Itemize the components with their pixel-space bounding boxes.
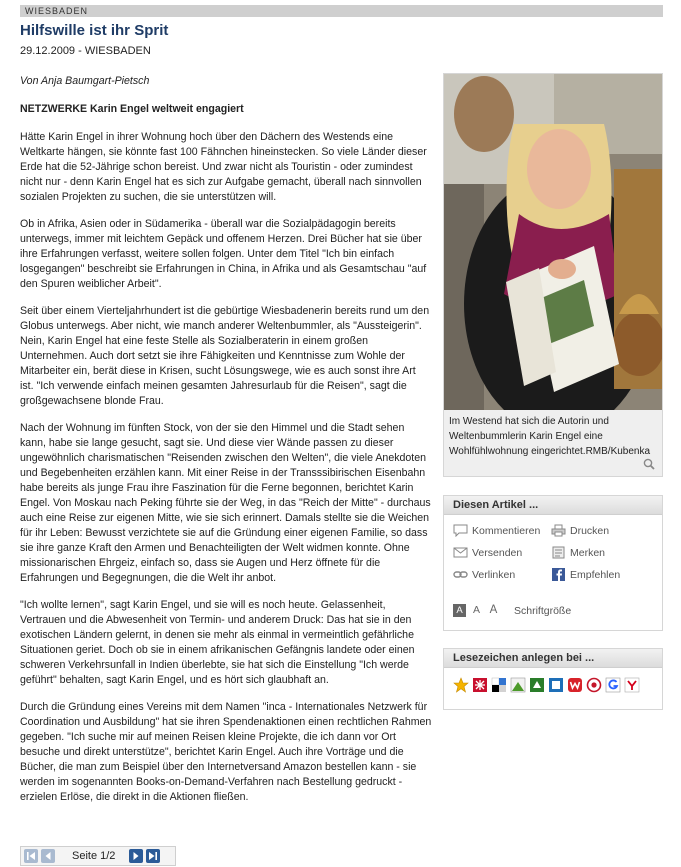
remember-button[interactable]	[551, 546, 605, 559]
page-indicator: Seite 1/2	[72, 850, 116, 862]
section-bar: WIESBADEN	[20, 5, 663, 17]
photo-box	[443, 73, 663, 477]
font-size-controls	[453, 604, 571, 617]
article-tools-title: Diesen Artikel ...	[444, 496, 662, 515]
font-size-small-button[interactable]: A	[453, 604, 466, 617]
article-dateline: 29.12.2009 - WIESBADEN	[20, 45, 151, 57]
article-paragraph: Hätte Karin Engel in ihrer Wohnung hoch über den Dächern des Westends eine Weltkarte hängen, sie könnte fast 100 Fähnchen hineinstecken. So viele Länder dieser Erde hat die 52-Jährige schon bereist. Und zwar nicht als Touristin - oder zumindest nicht nur - denn Karin Engel hat es sich zur Aufgabe gemacht, überall nach sinnvollen sozialen Projekten zu suchen, die sie unterstützen will.	[20, 131, 427, 203]
prev-page-button[interactable]	[41, 849, 55, 863]
bookmark-webnews-icon[interactable]	[510, 677, 526, 693]
notepad-icon	[551, 546, 566, 559]
recommend-button[interactable]	[551, 568, 620, 581]
article-photo[interactable]	[444, 74, 662, 410]
chevron-right-icon	[132, 852, 140, 860]
bookmark-linkarena-icon[interactable]	[529, 677, 545, 693]
recommend-label: Empfehlen	[570, 568, 621, 581]
zoom-icon[interactable]	[643, 458, 655, 470]
bookmark-google-icon[interactable]	[605, 677, 621, 693]
print-icon	[551, 524, 566, 537]
chevron-left-icon	[44, 852, 52, 860]
envelope-icon	[453, 546, 468, 559]
bookmark-star-icon[interactable]	[453, 677, 469, 693]
link-button[interactable]	[453, 568, 515, 581]
comment-button[interactable]	[453, 524, 540, 537]
font-size-label: Schriftgröße	[514, 604, 572, 617]
facebook-icon	[551, 568, 566, 581]
print-button[interactable]	[551, 524, 609, 537]
bookmark-mister-wong-icon[interactable]	[472, 677, 488, 693]
last-page-icon	[148, 852, 158, 860]
first-page-icon	[26, 852, 36, 860]
bookmarks-title: Lesezeichen anlegen bei ...	[444, 649, 662, 668]
bookmark-yahoo-icon[interactable]	[624, 677, 640, 693]
pagination	[20, 846, 176, 866]
article-paragraph: Durch die Gründung eines Vereins mit dem Namen "inca - Internationales Netzwerk für Coordination und Ausbildung" hat sie ihren Spendenaktionen einen rechtlichen Rahmen gegeben. "Ich suche mir auf meinen Reisen kleine Projekte, die ich dann vor Ort besuche und direkt unterstütze", berichtet Karin Engel. Auch ihre Vorträge und die Bücher, die man zum Beispiel über den Internetversand Amazon bestellen kann - sie werden im sogenannten Books-on-Demand-Verfahren nach Bestellung gedruckt - erzielen Erlöse, die direkt in die Aktionen fließen.	[20, 701, 432, 803]
bookmark-icons	[453, 677, 640, 693]
bookmarks-panel	[443, 648, 663, 710]
article-lead: NETZWERKE Karin Engel weltweit engagiert	[20, 103, 244, 115]
font-size-large-button[interactable]: A	[489, 604, 498, 616]
article-paragraph: Nach der Wohnung im fünften Stock, von der sie den Himmel und die Stadt sehen kann, habe sie lange gesucht, sagt sie. Und diese vier Wände passen zu dieser ungewöhnlich charismatischen "Reisenden zwischen den Welten", die viele Anekdoten und Begebenheiten erzählen kann. Mit einer Reise in der Transssibirischen Eisenbahn habe bereits als junge Frau ihre Faszination für die Ferne begonnen, berichtet Karin Engel. Von Moskau nach Peking führte sie der Weg, in das "Reich der Mitte" - durchaus auch eine Reise zur eigenen Mitte, wie sie sich erinnert. Damals stellte sie die Weichen für ihr Leben: Bewusst verzichtete sie auf die Gründung einer eigenen Familie, so dass sie ihre ganze Kraft den Armen und Benachteiligten der Welt widmen konnte. Ohne missionarischen Ehrgeiz, einfach so, dass sie Augen und Herz öffnete für die Erfahrungen und Begegnungen, die die Welt ihr anbot.	[20, 422, 431, 584]
article-paragraph: "Ich wollte lernen", sagt Karin Engel, und sie will es noch heute. Gelassenheit, Vertrauen und die Abwesenheit von Termin- und anderem Druck: Das hat sie in den exotischen Ländern gelernt, in denen sie mehr als einmal in vermeintlich gefährliche Situationen geriet. Doch ob sie in einem afrikanischen Gefängnis landete oder einen schweren Verkehrsunfall in Indien überlebte, sie hat sich die Einstellung "Ich werde geführt" behalten, sagt Karin Engel, und es hört sich glaubhaft an.	[20, 599, 415, 686]
send-label: Versenden	[472, 546, 523, 559]
last-page-button[interactable]	[146, 849, 160, 863]
article-author: Von Anja Baumgart-Pietsch	[20, 75, 150, 87]
article-tools-panel	[443, 495, 663, 631]
article-paragraph: Seit über einem Vierteljahrhundert ist die gebürtige Wiesbadenerin bereits rund um den Globus unterwegs. Aber nicht, wie manch anderer Weltenbummler, als "Aussteigerin". Nein, Karin Engel hat eine feste Stelle als Sozialberaterin in einem großen Unternehmen. Auch dort setzt sie ihre Fähigkeiten und Kenntnisse zum Wohle der Mitarbeiter ein, berät diese in Krisen, sucht Lösungswege, wie es auch sonst ihre Art ist. "Ich verwende einfach meinen gesamten Jahresurlaub für die Reisen", sagt die großgewachsene blonde Frau.	[20, 305, 430, 407]
comment-label: Kommentieren	[472, 524, 541, 537]
send-button[interactable]	[453, 546, 522, 559]
photo-caption: Im Westend hat sich die Autorin und Weltenbummlerin Karin Engel eine Wohlfühlwohnung eingerichtet.RMB/Kubenka	[449, 416, 651, 457]
bookmark-oneview-icon[interactable]	[548, 677, 564, 693]
bookmark-yigg-icon[interactable]	[586, 677, 602, 693]
font-size-medium-button[interactable]: A	[472, 604, 480, 616]
print-label: Drucken	[570, 524, 610, 537]
remember-label: Merken	[570, 546, 606, 559]
link-icon	[453, 568, 468, 581]
bookmark-delicious-icon[interactable]	[491, 677, 507, 693]
link-label: Verlinken	[472, 568, 516, 581]
article-paragraph: Ob in Afrika, Asien oder in Südamerika - überall war die Sozialpädagogin bereits unterwegs, immer mit leichtem Gepäck und offenem Herzen. Drei Bücher hat sie über ihre Erfahrungen verfasst, weitere sollen folgen. Unter dem Titel "Ich bin einfach losgegangen" beschreibt sie Erfahrungen in China, in Afrika und als Gesamtschau "auf den Spuren weiblicher Arbeit".	[20, 218, 427, 290]
photo-illustration	[444, 74, 662, 410]
bookmark-wong-icon[interactable]	[567, 677, 583, 693]
comment-icon	[453, 524, 468, 537]
first-page-button[interactable]	[24, 849, 38, 863]
article-body	[20, 74, 432, 817]
next-page-button[interactable]	[129, 849, 143, 863]
article-title: Hilfswille ist ihr Sprit	[20, 22, 169, 39]
